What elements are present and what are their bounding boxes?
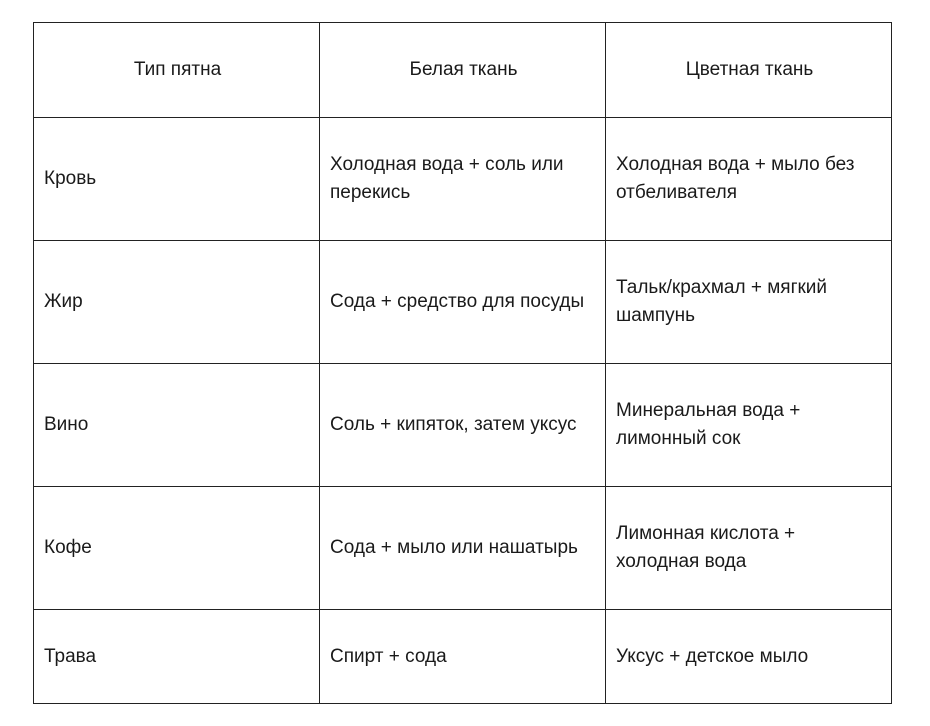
- colored-fabric-cell: Минеральная вода + лимонный сок: [606, 364, 892, 487]
- colored-fabric-cell: Тальк/крахмал + мягкий шампунь: [606, 241, 892, 364]
- stain-type-cell: Кровь: [34, 118, 320, 241]
- table-header-row: [34, 23, 892, 118]
- stain-type-cell: Вино: [34, 364, 320, 487]
- stain-type-cell: Кофе: [34, 487, 320, 610]
- stain-type-cell: Трава: [34, 610, 320, 704]
- colored-fabric-cell: Холодная вода + мыло без отбеливателя: [606, 118, 892, 241]
- white-fabric-cell: Холодная вода + соль или перекись: [320, 118, 606, 241]
- column-header-stain-type: Тип пятна: [34, 23, 320, 118]
- white-fabric-cell: Сода + мыло или нашатырь: [320, 487, 606, 610]
- stain-type-cell: Жир: [34, 241, 320, 364]
- column-header-colored-fabric: Цветная ткань: [606, 23, 892, 118]
- white-fabric-cell: Соль + кипяток, затем уксус: [320, 364, 606, 487]
- table-row: [34, 241, 892, 364]
- white-fabric-cell: Сода + средство для посуды: [320, 241, 606, 364]
- table-row: [34, 118, 892, 241]
- table-row: [34, 487, 892, 610]
- stain-removal-table: [33, 22, 892, 704]
- colored-fabric-cell: Лимонная кислота + холодная вода: [606, 487, 892, 610]
- white-fabric-cell: Спирт + сода: [320, 610, 606, 704]
- table-row: [34, 364, 892, 487]
- table-row: [34, 610, 892, 704]
- column-header-white-fabric: Белая ткань: [320, 23, 606, 118]
- colored-fabric-cell: Уксус + детское мыло: [606, 610, 892, 704]
